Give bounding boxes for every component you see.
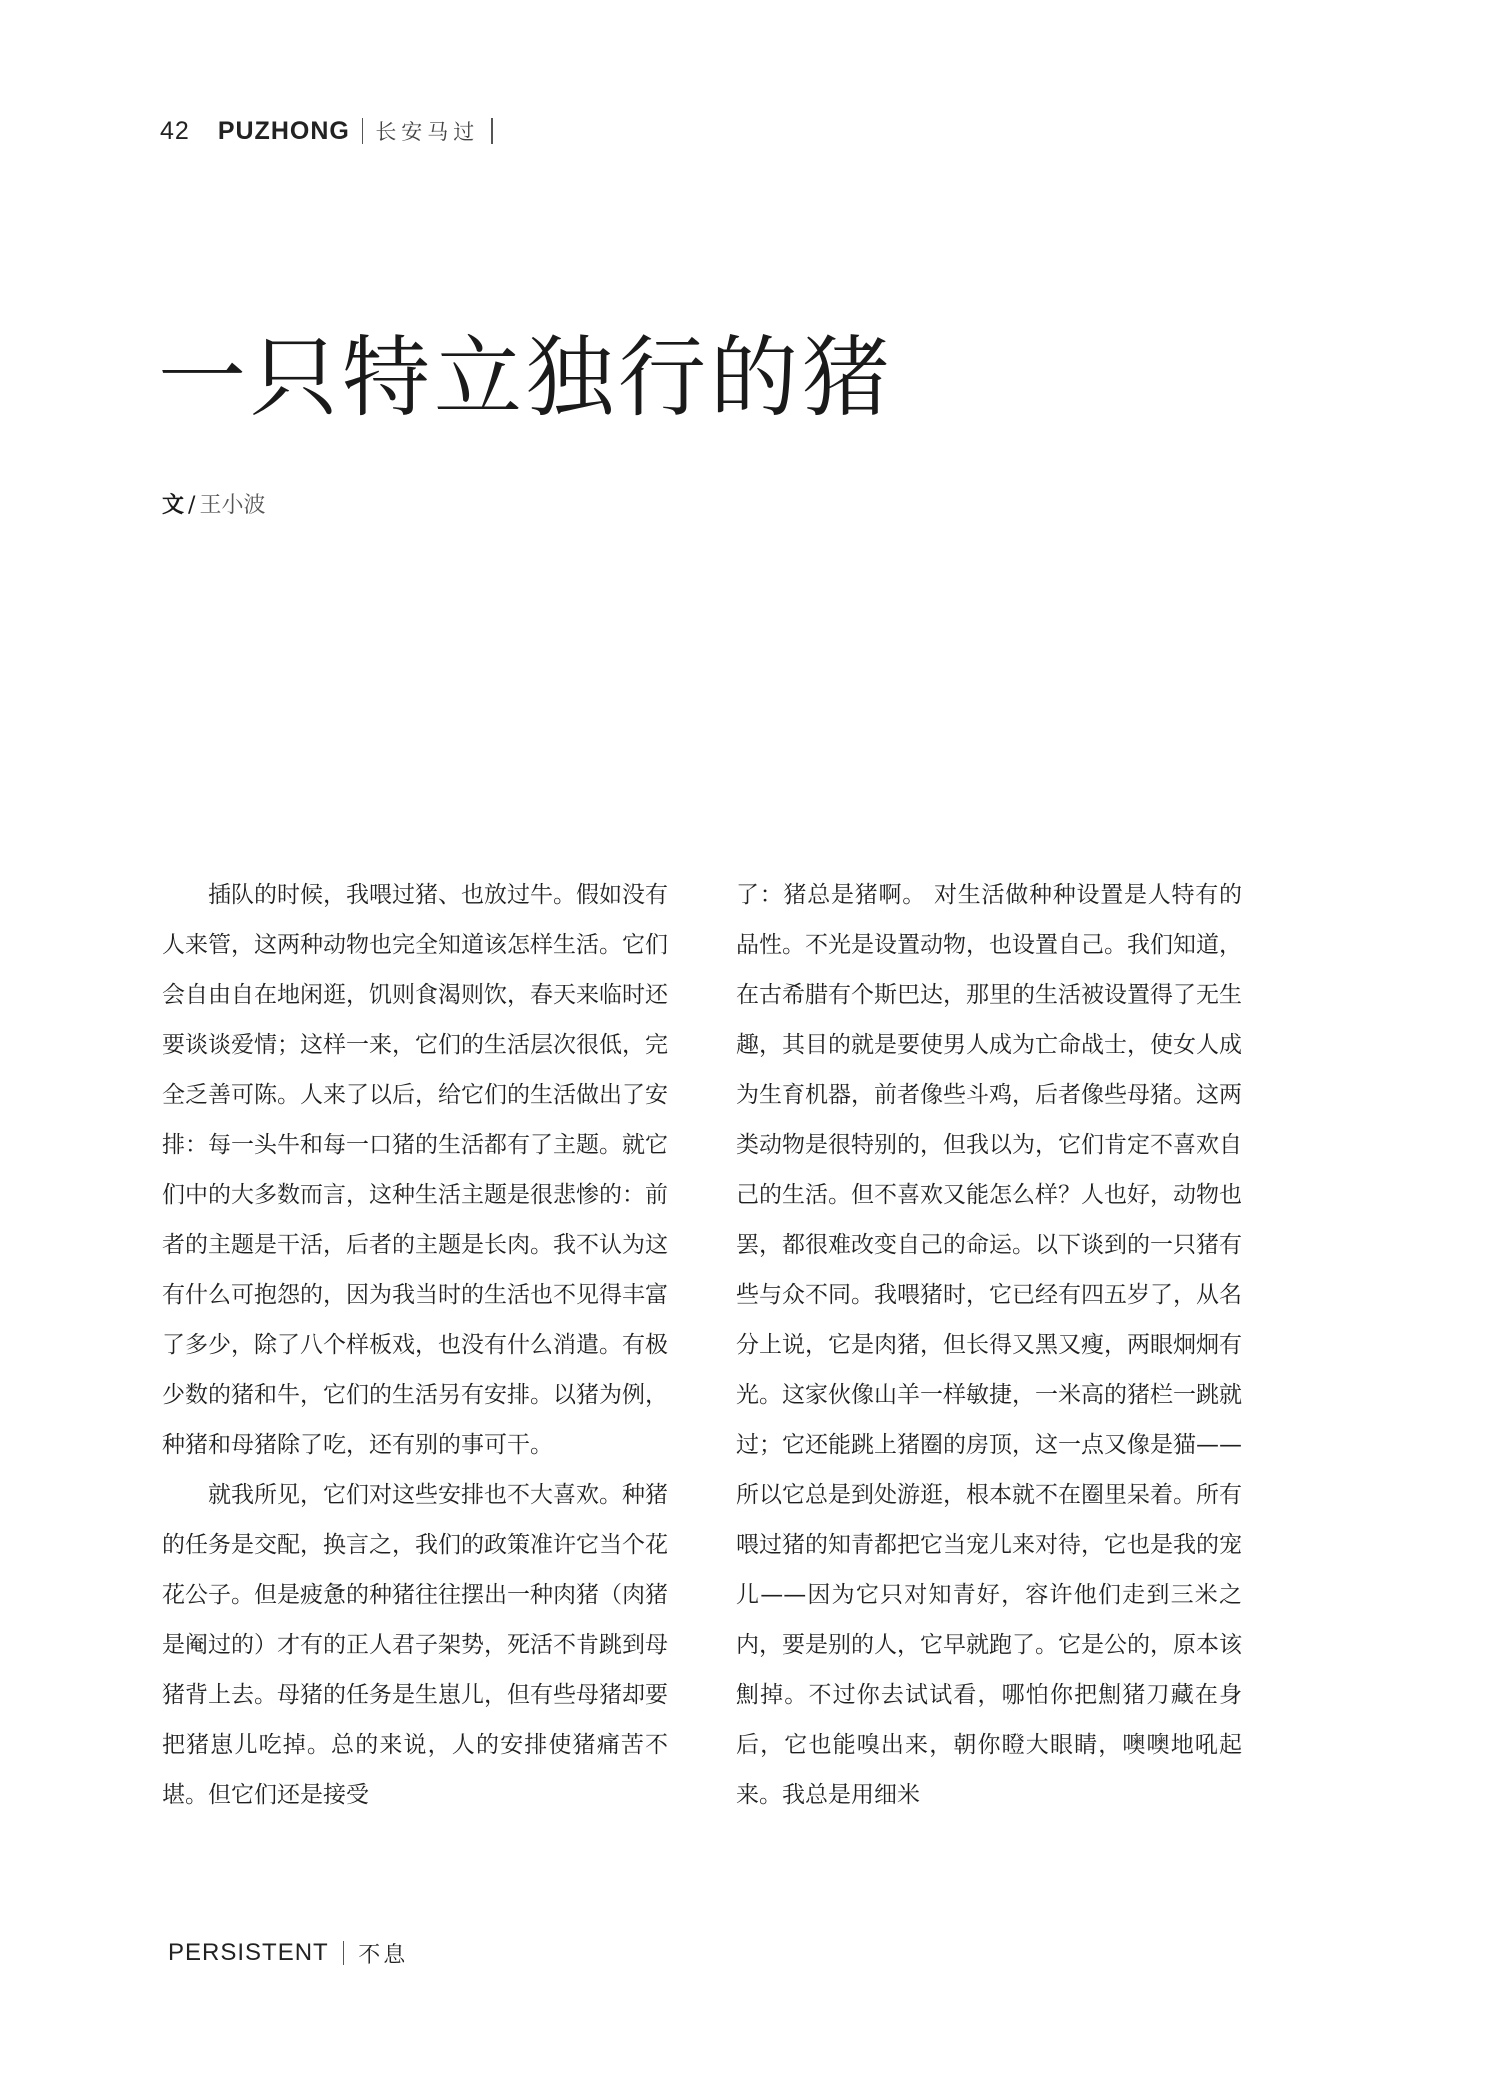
byline [162, 488, 265, 519]
section-name: 长安马过 [375, 120, 480, 144]
running-header [160, 114, 505, 148]
paragraph: 就我所见，它们对这些安排也不大喜欢。种猪的任务是交配，换言之，我们的政策准许它当个花花公子。但是疲惫的种猪往往摆出一种肉猪（肉猪是阉过的）才有的正人君子架势，死活不肯跳到母猪背上去。母猪的任务是生崽儿，但有些母猪却要把猪崽儿吃掉。总的来说，人的安排使猪痛苦不堪。但它们还是接受 [162, 1482, 668, 1808]
header-divider-right [491, 118, 493, 144]
running-footer [168, 1937, 408, 1969]
byline-slash: / [188, 493, 196, 518]
paragraph-continued: 了：猪总是猪啊。 对生活做种种设置是人特有的品性。不光是设置动物，也设置自己。我们知道，在古希腊有个斯巴达，那里的生活被设置得了无生趣，其目的就是要使男人成为亡命战士，使女人成为生育机器，前者像些斗鸡，后者像些母猪。这两类动物是很特别的，但我以为，它们肯定不喜欢自己的生活。但不喜欢又能怎么样？人也好，动物也罢，都很难改变自己的命运。以下谈到的一只猪有些与众不同。我喂猪时，它已经有四五岁了，从名分上说，它是肉猪，但长得又黑又瘦，两眼炯炯有光。这家伙像山羊一样敏捷，一米高的猪栏一跳就过；它还能跳上猪圈的房顶，这一点又像是猫——所以它总是到处游逛，根本就不在圈里呆着。所有喂过猪的知青都把它当宠儿来对待，它也是我的宠儿——因为它只对知青好，容许他们走到三米之内，要是别的人，它早就跑了。它是公的，原本该劁掉。不过你去试试看，哪怕你把劁猪刀藏在身后，它也能嗅出来，朝你瞪大眼睛，噢噢地吼起来。我总是用细米 [736, 882, 1242, 1808]
article-title: 一只特立独行的猪 [158, 326, 895, 429]
header-divider-left [362, 118, 364, 144]
page-number: 42 [160, 116, 190, 145]
footer-chinese: 不息 [358, 1942, 409, 1968]
byline-prefix: 文 [162, 493, 185, 518]
footer-divider [343, 1941, 345, 1965]
body-column-left [162, 870, 668, 1820]
paragraph: 插队的时候，我喂过猪、也放过牛。假如没有人来管，这两种动物也完全知道该怎样生活。它们会自由自在地闲逛，饥则食渴则饮，春天来临时还要谈谈爱情；这样一来，它们的生活层次很低，完全乏善可陈。人来了以后，给它们的生活做出了安排：每一头牛和每一口猪的生活都有了主题。就它们中的大多数而言，这种生活主题是很悲惨的：前者的主题是干活，后者的主题是长肉。我不认为这有什么可抱怨的，因为我当时的生活也不见得丰富了多少，除了八个样板戏，也没有什么消遣。有极少数的猪和牛，它们的生活另有安排。以猪为例，种猪和母猪除了吃，还有别的事可干。 [162, 882, 668, 1458]
footer-english: PERSISTENT [168, 1939, 329, 1966]
magazine-name: PUZHONG [217, 116, 350, 145]
body-column-right [736, 870, 1242, 1820]
author-name: 王小波 [199, 493, 266, 518]
